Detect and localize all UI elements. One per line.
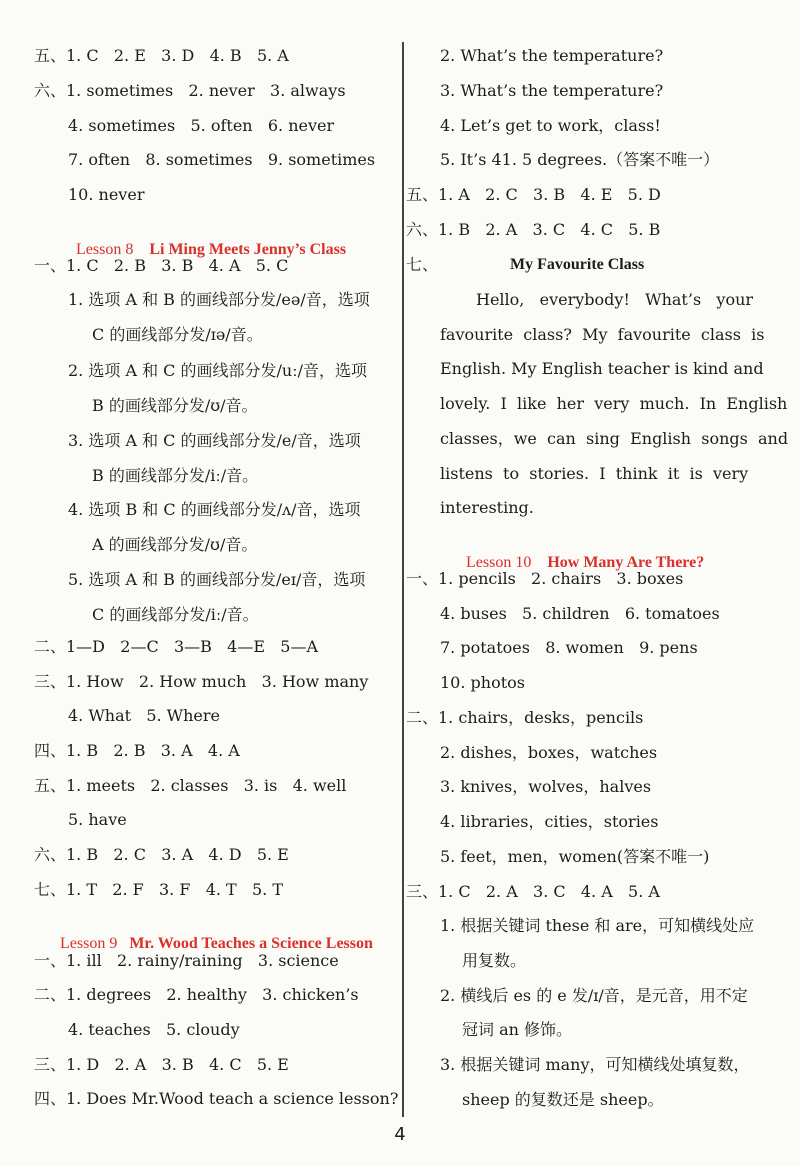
answer-line: 4. Let’s get to work，class!: [440, 116, 661, 135]
answer-line: 3. 选项 A 和 C 的画线部分发/e/音，选项: [68, 431, 361, 450]
answer-line: A 的画线部分发/ʊ/音。: [92, 535, 258, 554]
answer-line: 2. dishes，boxes，watches: [440, 743, 658, 762]
answer-line: 3. What’s the temperature?: [440, 81, 664, 100]
answer-line: 5. have: [68, 810, 127, 829]
lesson-number: Lesson 9: [60, 935, 118, 952]
answer-line: 二、1. chairs，desks，pencils: [406, 708, 644, 727]
answer-line: 4. sometimes 5. often 6. never: [68, 116, 335, 135]
essay-title: My Favourite Class: [510, 256, 645, 273]
answer-line: 7. potatoes 8. women 9. pens: [440, 638, 698, 657]
page-number: 4: [394, 1124, 406, 1145]
lesson-number: Lesson 8: [76, 241, 134, 258]
answer-line: 5. 选项 A 和 B 的画线部分发/eɪ/音，选项: [68, 570, 366, 589]
answer-line: 六、1. sometimes 2. never 3. always: [34, 81, 346, 100]
answer-line: 4. What 5. Where: [68, 706, 221, 725]
answer-line: 一、1. C 2. B 3. B 4. A 5. C: [34, 256, 289, 275]
answer-line: 一、1. ill 2. rainy/raining 3. science: [34, 951, 339, 970]
answer-line: 7. often 8. sometimes 9. sometimes: [68, 150, 376, 169]
essay-line: lovely. I like her very much. In English: [440, 394, 788, 413]
essay-line: favourite class? My favourite class is: [440, 325, 765, 344]
lesson-title: Mr. Wood Teaches a Science Lesson: [129, 935, 373, 952]
answer-line: 五、1. meets 2. classes 3. is 4. well: [34, 776, 347, 795]
answer-line: 4. 选项 B 和 C 的画线部分发/ʌ/音，选项: [68, 500, 361, 519]
answer-line: B 的画线部分发/ʊ/音。: [92, 396, 258, 415]
answer-line: C 的画线部分发/ɪə/音。: [92, 325, 263, 344]
answer-line: 四、1. B 2. B 3. A 4. A: [34, 741, 240, 760]
answer-line: 二、1—D 2—C 3—B 4—E 5—A: [34, 637, 318, 656]
answer-line: 一、1. pencils 2. chairs 3. boxes: [406, 569, 684, 588]
answer-line: 10. photos: [440, 673, 525, 692]
essay-line: interesting.: [440, 498, 534, 517]
answer-line: C 的画线部分发/iː/音。: [92, 605, 259, 624]
answer-line: 2. What’s the temperature?: [440, 46, 664, 65]
essay-line: classes，we can sing English songs and: [440, 429, 789, 448]
answer-line: 10. never: [68, 185, 145, 204]
answer-line: 3. 根据关键词 many，可知横线处填复数，: [440, 1055, 750, 1074]
answer-line: 4. teaches 5. cloudy: [68, 1020, 240, 1039]
answer-line: 1. 选项 A 和 B 的画线部分发/eə/音，选项: [68, 290, 370, 309]
answer-line: 4. buses 5. children 6. tomatoes: [440, 604, 720, 623]
answer-line: 二、1. degrees 2. healthy 3. chicken’s: [34, 985, 359, 1004]
answer-line: 2. 选项 A 和 C 的画线部分发/uː/音，选项: [68, 361, 367, 380]
answer-line: 六、1. B 2. A 3. C 4. C 5. B: [406, 220, 661, 239]
answer-line: 三、1. D 2. A 3. B 4. C 5. E: [34, 1055, 289, 1074]
answer-line: 三、1. C 2. A 3. C 4. A 5. A: [406, 882, 660, 901]
answer-line: 七、: [406, 255, 439, 274]
essay-line: listens to stories. I think it is very: [440, 464, 749, 483]
answer-line: 2. 横线后 es 的 e 发/ɪ/音，是元音，用不定: [440, 986, 748, 1005]
answer-line: 三、1. How 2. How much 3. How many: [34, 672, 369, 691]
answer-line: 1. 根据关键词 these 和 are，可知横线处应: [440, 916, 755, 935]
lesson-title: Li Ming Meets Jenny’s Class: [149, 241, 347, 258]
answer-line: 5. feet，men，women(答案不唯一): [440, 847, 710, 866]
answer-line: 五、1. C 2. E 3. D 4. B 5. A: [34, 46, 289, 65]
answer-line: 五、1. A 2. C 3. B 4. E 5. D: [406, 185, 661, 204]
lesson-title: How Many Are There?: [547, 554, 705, 571]
answer-line: 七、1. T 2. F 3. F 4. T 5. T: [34, 880, 284, 899]
essay-line: Hello, everybody! What’s your: [476, 290, 754, 309]
answer-line: 5. It’s 41. 5 degrees.（答案不唯一）: [440, 150, 720, 169]
answer-line: 用复数。: [462, 951, 527, 970]
answer-line: sheep 的复数还是 sheep。: [462, 1090, 664, 1109]
lesson-number: Lesson 10: [466, 554, 532, 571]
answer-line: 四、1. Does Mr.Wood teach a science lesson?: [34, 1089, 399, 1108]
essay-line: English. My English teacher is kind and: [440, 359, 764, 378]
column-divider: [402, 42, 404, 1117]
answer-line: 冠词 an 修饰。: [462, 1020, 573, 1039]
answer-line: B 的画线部分发/iː/音。: [92, 466, 259, 485]
answer-line: 4. libraries，cities，stories: [440, 812, 659, 831]
answer-line: 3. knives，wolves，halves: [440, 777, 652, 796]
answer-line: 六、1. B 2. C 3. A 4. D 5. E: [34, 845, 289, 864]
